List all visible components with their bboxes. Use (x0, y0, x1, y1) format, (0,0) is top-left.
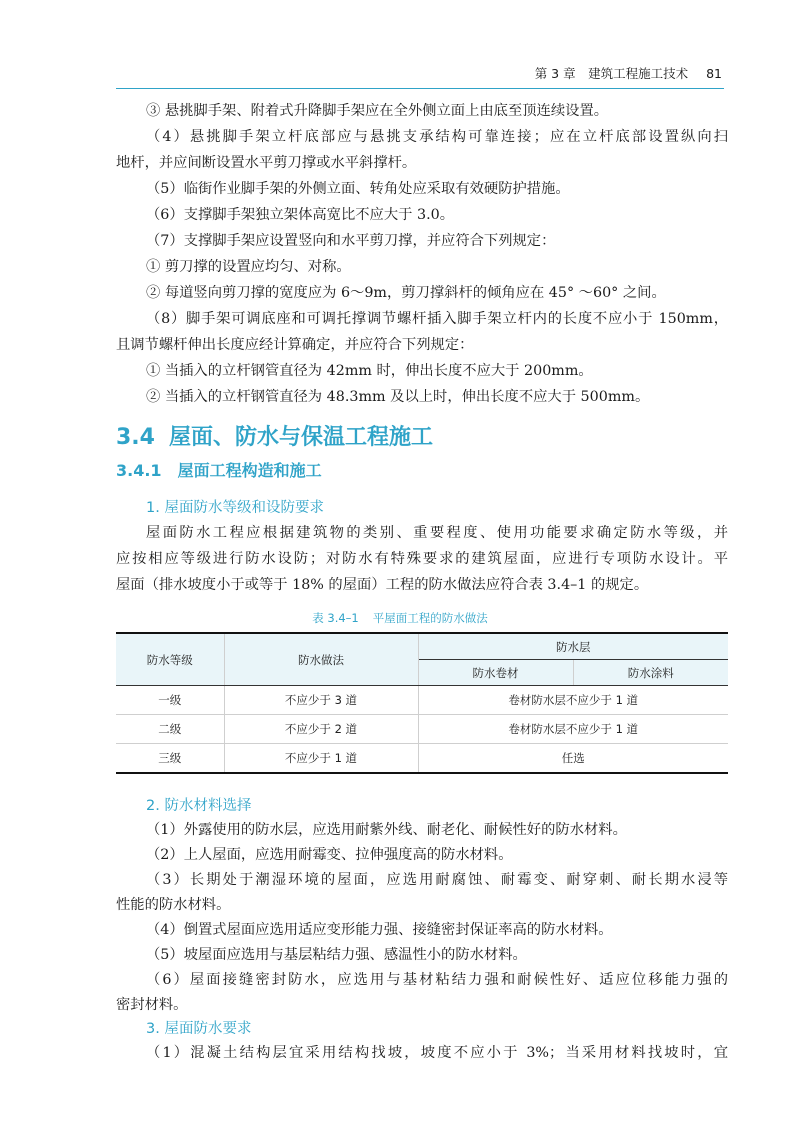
table-row (116, 744, 728, 774)
table-row (116, 686, 728, 715)
text-line: （6）支撑脚手架独立架体高宽比不应大于 3.0。 (146, 207, 455, 223)
section-number: 3.4 (116, 425, 155, 450)
cell-grade: 一级 (116, 686, 224, 715)
cell-method: 不应少于 1 道 (224, 744, 418, 774)
text-line: 屋面（排水坡度小于或等于 18% 的屋面）工程的防水做法应符合表 3.4–1 的规定。 (116, 577, 649, 593)
col-header-membrane: 防水卷材 (418, 660, 573, 686)
text-line: （4）倒置式屋面应选用适应变形能力强、接缝密封保证率高的防水材料。 (146, 922, 613, 938)
col-header-layer: 防水层 (418, 633, 728, 660)
text-line: （4）悬挑脚手架立杆底部应与悬挑支承结构可靠连接；应在立杆底部设置纵向扫 (146, 129, 728, 145)
col-header-method: 防水做法 (224, 633, 418, 686)
text-line: ③ 悬挑脚手架、附着式升降脚手架应在全外侧立面上由底至顶连续设置。 (146, 103, 609, 119)
subsection-title (116, 458, 322, 481)
text-line: 屋面防水工程应根据建筑物的类别、重要程度、使用功能要求确定防水等级，并 (146, 525, 728, 541)
text-line: ① 当插入的立杆钢管直径为 42mm 时，伸出长度不应大于 200mm。 (146, 363, 593, 379)
text-line: ② 当插入的立杆钢管直径为 48.3mm 及以上时，伸出长度不应大于 500mm。 (146, 389, 650, 405)
cell-method: 不应少于 2 道 (224, 715, 418, 744)
text-line: （1）外露使用的防水层，应选用耐紫外线、耐老化、耐候性好的防水材料。 (146, 822, 627, 838)
subsection-number: 3.4.1 (116, 461, 162, 480)
text-line: （3）长期处于潮湿环境的屋面，应选用耐腐蚀、耐霉变、耐穿刺、耐长期水浸等 (146, 872, 728, 888)
text-line: 性能的防水材料。 (116, 897, 231, 913)
text-line: （5）坡屋面应选用与基层粘结力强、感温性小的防水材料。 (146, 947, 527, 963)
section-title-text: 屋面、防水与保温工程施工 (168, 425, 433, 450)
chapter-title: 第 3 章 建筑工程施工技术 (534, 66, 689, 81)
text-line: （2）上人屋面，应选用耐霉变、拉伸强度高的防水材料。 (146, 847, 513, 863)
heading-roof-waterproof-requirements: 3. 屋面防水要求 (146, 1021, 252, 1037)
text-line: 地杆，并应间断设置水平剪刀撑或水平斜撑杆。 (116, 155, 417, 171)
text-line: （1）混凝土结构层宜采用结构找坡，坡度不应小于 3%；当采用材料找坡时，宜 (146, 1045, 728, 1061)
text-line: 应按相应等级进行防水设防；对防水有特殊要求的建筑屋面，应进行专项防水设计。平 (116, 551, 728, 567)
header-rule (116, 88, 724, 89)
text-line: 密封材料。 (116, 997, 188, 1013)
section-title (116, 420, 433, 451)
table-row (116, 715, 728, 744)
cell-layer: 卷材防水层不应少于 1 道 (418, 686, 728, 715)
table-caption-number: 表 3.4–1 (312, 611, 359, 625)
cell-layer: 任选 (418, 744, 728, 774)
col-header-coating: 防水涂料 (573, 660, 728, 686)
text-line: （6）屋面接缝密封防水，应选用与基材粘结力强和耐候性好、适应位移能力强的 (146, 972, 728, 988)
heading-material-selection: 2. 防水材料选择 (146, 798, 252, 814)
cell-grade: 二级 (116, 715, 224, 744)
cell-method: 不应少于 3 道 (224, 686, 418, 715)
cell-layer: 卷材防水层不应少于 1 道 (418, 715, 728, 744)
subsection-title-text: 屋面工程构造和施工 (177, 461, 322, 480)
text-line: ① 剪刀撑的设置应均匀、对称。 (146, 259, 351, 275)
table-caption-title: 平屋面工程的防水做法 (372, 611, 488, 625)
text-line: （8）脚手架可调底座和可调托撑调节螺杆插入脚手架立杆内的长度不应小于 150mm， (146, 311, 728, 327)
heading-waterproof-grade: 1. 屋面防水等级和设防要求 (146, 500, 324, 516)
text-line: ② 每道竖向剪刀撑的宽度应为 6～9m，剪刀撑斜杆的倾角应在 45° ～60° 之间。 (146, 285, 666, 301)
text-line: （5）临街作业脚手架的外侧立面、转角处应采取有效硬防护措施。 (146, 181, 570, 197)
text-line: 且调节螺杆伸出长度应经计算确定，并应符合下列规定： (116, 337, 474, 353)
waterproof-table (116, 632, 728, 774)
running-head (535, 64, 722, 82)
col-header-grade: 防水等级 (116, 633, 224, 686)
cell-grade: 三级 (116, 744, 224, 774)
table-caption (0, 610, 800, 626)
text-line: （7）支撑脚手架应设置竖向和水平剪刀撑，并应符合下列规定： (146, 233, 556, 249)
page-number: 81 (706, 66, 722, 81)
